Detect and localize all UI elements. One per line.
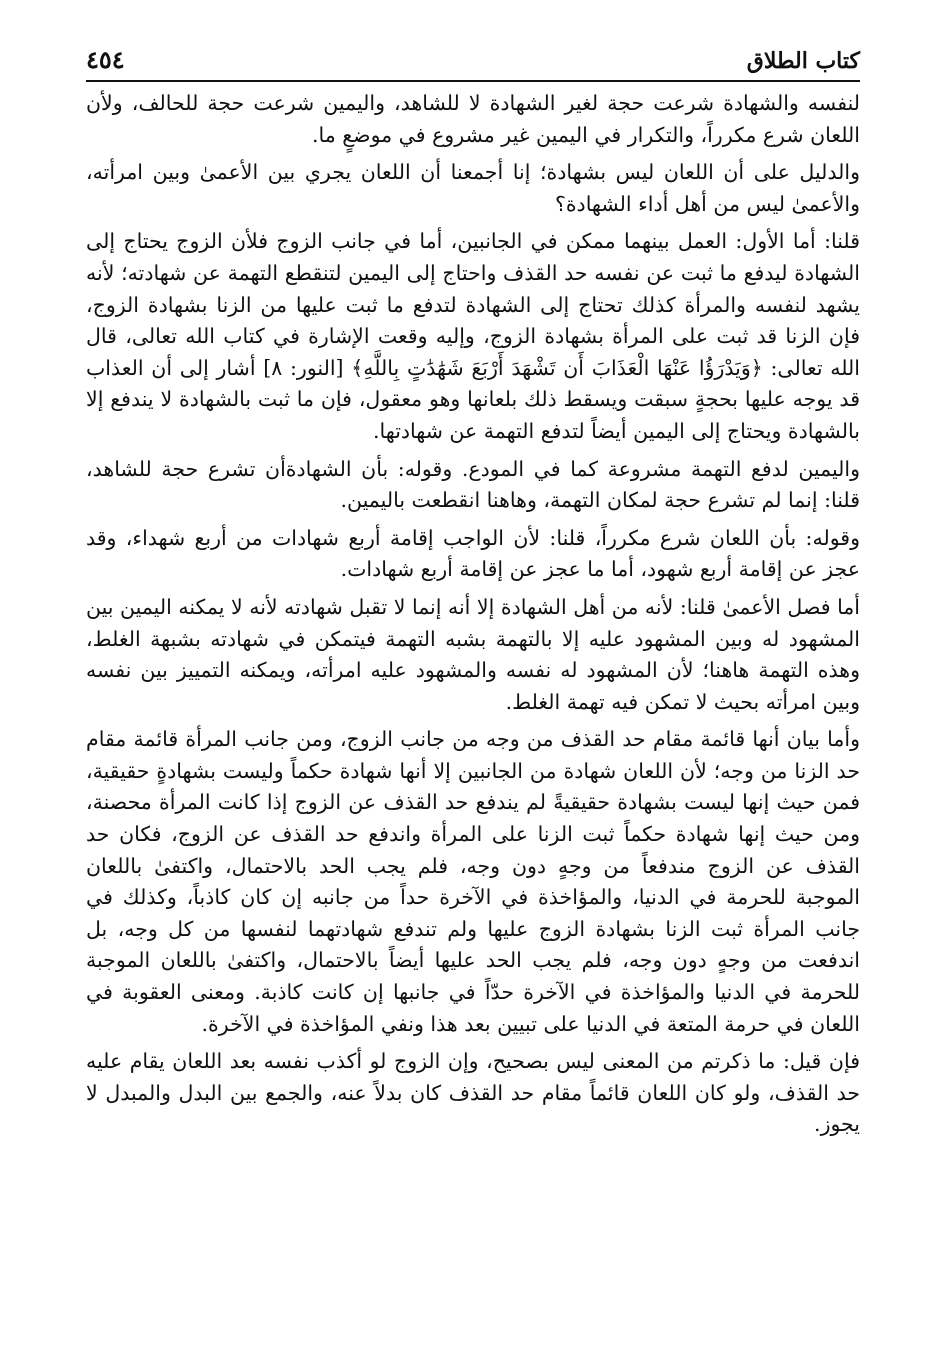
book-title: كتاب الطلاق bbox=[746, 48, 860, 74]
paragraph: أما فصل الأعمىٰ قلنا: لأنه من أهل الشهادة إلا أنه إنما لا تقبل شهادته لأنه لا يمكنه اليمين بين المشهود له وبين المشهود عليه إلا بالتهمة بشبه التهمة فيتمكن في شهادته بشبهة الغلط، وهذه التهمة هاهنا؛ لأن المشهود له نفسه والمشهود عليه امرأته، ويمكنه التمييز بين نفسه وبين امرأته بحيث لا تمكن فيه تهمة الغلط. bbox=[86, 594, 860, 714]
paragraph: لنفسه والشهادة شرعت حجة لغير الشهادة لا للشاهد، واليمين شرعت حجة للحالف، ولأن اللعان شرع مكرراً، والتكرار في اليمين غير مشروع في موضعٍ ما. bbox=[86, 91, 860, 147]
paragraph: قلنا: أما الأول: العمل بينهما ممكن في الجانبين، أما في جانب الزوج فلأن الزوج يحتاج إلى الشهادة ليدفع ما ثبت عن نفسه حد القذف واحتاج إلى اليمين لتنقطع التهمة عن شهادته؛ لأنه يشهد لنفسه والمرأة كذلك تحتاج إلى الشهادة لتدفع ما ثبت عليها من الزنا بشهادة الزوج، فإن الزنا قد ثبت على المرأة بشهادة الزوج، وإليه وقعت الإشارة في كتاب الله تعالى، قال الله تعالى: ﴿وَيَدْرَؤُا عَنْهَا الْعَذَابَ أَن تَشْهَدَ أَرْبَعَ شَهَٰدَٰتٍ بِاللَّهِ﴾ [النور: ٨] أشار إلى أن العذاب قد يوجه عليها بحجةٍ سبقت ويسقط ذلك بلعانها وهو معقول، فإن ما ثبت بالشهادة لا يندفع إلا بالشهادة ويحتاج إلى اليمين أيضاً لتدفع التهمة عن شهادتها. bbox=[86, 229, 860, 443]
paragraph: وقوله: بأن اللعان شرع مكرراً، قلنا: لأن الواجب إقامة أربع شهادات من أربع شهداء، وقد عجز عن إقامة أربع شهود، أما ما عجز عن إقامة أربع شهادات. bbox=[86, 525, 860, 582]
paragraph: واليمين لدفع التهمة مشروعة كما في المودع. وقوله: بأن الشهادةأن تشرع حجة للشاهد، قلنا: إنما لم تشرع حجة لمكان التهمة، وهاهنا انقطعت باليمين. bbox=[86, 456, 860, 513]
paragraph: فإن قيل: ما ذكرتم من المعنى ليس بصحيح، وإن الزوج لو أكذب نفسه بعد اللعان يقام عليه حد القذف، ولو كان اللعان قائماً مقام حد القذف كان بدلاً عنه، والجمع بين البدل والمبدل لا يجوز. bbox=[86, 1049, 860, 1137]
paragraph: والدليل على أن اللعان ليس بشهادة؛ إنا أجمعنا أن اللعان يجري بين الأعمىٰ وبين امرأته، والأعمىٰ ليس من أهل أداء الشهادة؟ bbox=[86, 160, 860, 216]
page-body bbox=[86, 88, 860, 1141]
page-header bbox=[86, 40, 860, 82]
page-number: ٤٥٤ bbox=[86, 45, 125, 74]
paragraph: وأما بيان أنها قائمة مقام حد القذف من وجه من جانب الزوج، ومن جانب المرأة قائمة مقام حد الزنا من وجه؛ لأن اللعان شهادة من الجانبين إلا أنها شهادة حكماً وليست بشهادةٍ حقيقية، فمن حيث إنها ليست بشهادة حقيقيةً لم يندفع حد القذف عن الزوج إذا كانت المرأة محصنة، ومن حيث إنها شهادة حكماً ثبت الزنا على المرأة واندفع حد القذف عن الزوج، فكان حد القذف عن الزوج مندفعاً من وجهٍ دون وجه، فلم يجب الحد بالاحتمال، واكتفىٰ باللعان الموجبة للحرمة في الدنيا، والمؤاخذة في الآخرة حداً من جانبه إن كان كاذباً، وكذلك في جانب المرأة ثبت الزنا بشهادة الزوج عليها ولم تندفع شهادتهما لنفسها من كل وجه، بل اندفعت من وجهٍ دون وجه، فلم يجب الحد عليها أيضاً بالاحتمال، واكتفىٰ باللعان الموجبة للحرمة في الدنيا والمؤاخذة في الآخرة حدّاً في جانبها إن كانت كاذبة. ومعنى العقوبة في اللعان في حرمة المتعة في الدنيا على تبيين بعد هذا ونفي المؤاخذة في الآخرة. bbox=[86, 727, 860, 1036]
